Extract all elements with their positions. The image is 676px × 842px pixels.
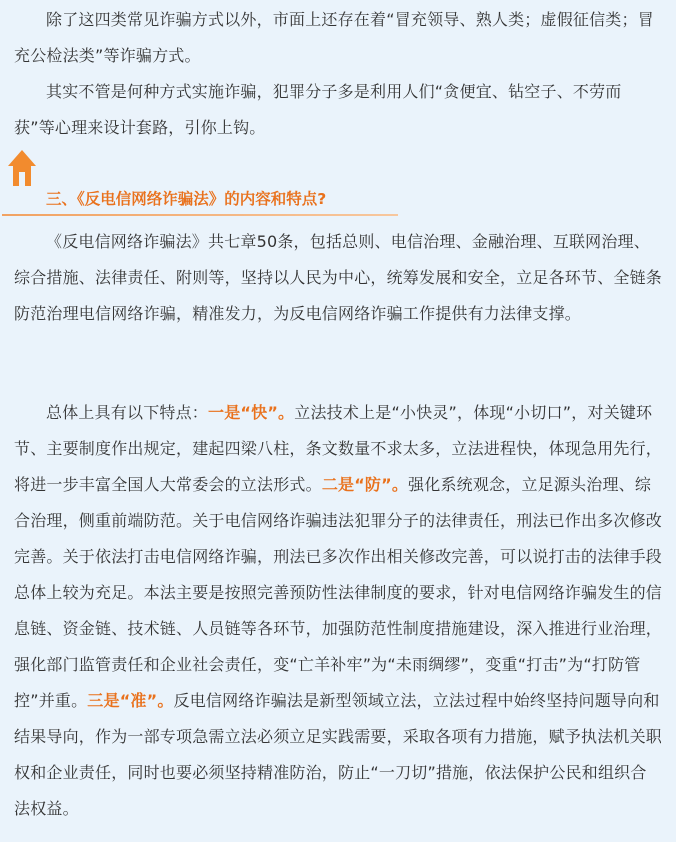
home-icon	[6, 148, 38, 188]
section-divider	[2, 214, 398, 216]
paragraph-fraud-psychology: 其实不管是何种方式实施诈骗，犯罪分子多是利用人们“贪便宜、钻空子、不劳而获”等心理来设计套路，引你上钩。	[14, 82, 622, 137]
paragraph-law-features	[14, 395, 662, 827]
feature-fast-heading: 一是“快”。	[208, 403, 295, 422]
feature-prevent-text: 强化系统观念，立足源头治理、综合治理，侧重前端防范。关于电信网络诈骗违法犯罪分子的法律责任，刑法已作出多次修改完善。关于依法打击电信网络诈骗，刑法已多次作出相关修改完善，可以说打击的法律手段总体上较为充足。本法主要是按照完善预防性法律制度的要求，针对电信网络诈骗发生的信息链、资金链、技术链、人员链等各环节，加强防范性制度措施建设，深入推进行业治理，强化部门监管责任和企业社会责任，变“亡羊补牢”为“未雨绸缪”，变重“打击”为“打防管控”并重。	[14, 475, 663, 710]
feature-prevent-heading: 二是“防”。	[321, 475, 409, 494]
feature-fast-text: 立法技术上是“小快灵”，体现“小切口”，对关键环节、主要制度作出规定，建起四梁八柱，条文数量不求太多，立法进程快，体现急用先行，将进一步丰富全国人大常委会的立法形式。	[14, 403, 663, 494]
paragraph-other-fraud-types: 除了这四类常见诈骗方式以外，市面上还存在着“冒充领导、熟人类；虚假征信类；冒充公检法类”等诈骗方式。	[14, 10, 654, 65]
feature-precise-heading: 三是“准”。	[87, 691, 174, 710]
paragraph-law-overview: 《反电信网络诈骗法》共七章50条，包括总则、电信治理、金融治理、互联网治理、综合措施、法律责任、附则等，坚持以人民为中心，统筹发展和安全，立足各环节、全链条防范治理电信网络诈骗，精准发力，为反电信网络诈骗工作提供有力法律支撑。	[14, 232, 663, 323]
features-lead: 总体上具有以下特点：	[46, 403, 209, 422]
feature-precise-text: 反电信网络诈骗法是新型领域立法，立法过程中始终坚持问题导向和结果导向，作为一部专项急需立法必须立足实践需要，采取各项有力措施，赋予执法机关职权和企业责任，同时也要必须坚持精准防治，防止“一刀切”措施，依法保护公民和组织合法权益。	[14, 691, 663, 818]
section-title: 三、《反电信网络诈骗法》的内容和特点?	[46, 190, 327, 208]
